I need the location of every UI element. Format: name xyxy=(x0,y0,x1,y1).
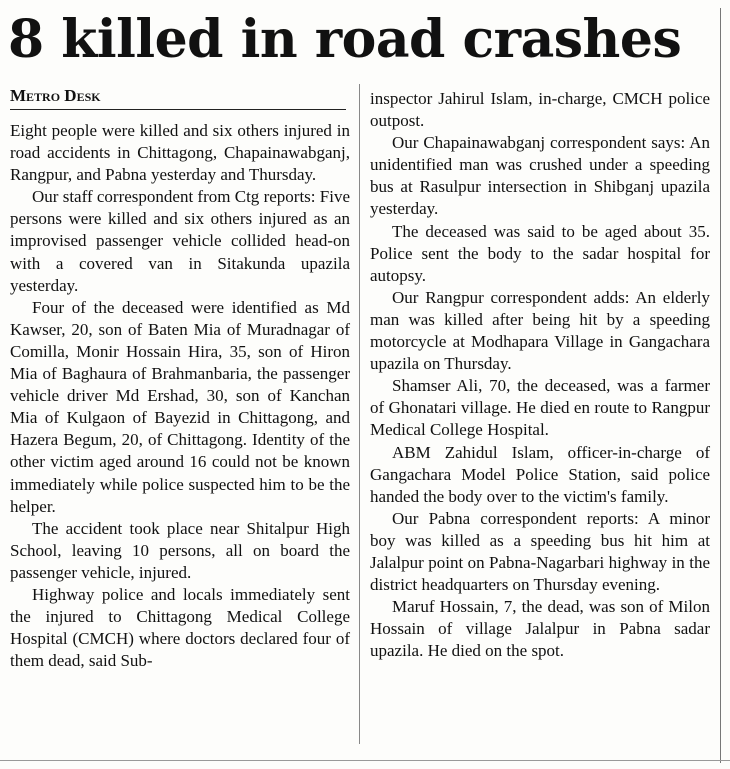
paragraph-7: Our Chapainawabganj correspondent says: An unidentified man was crushed under a speeding bus at Rasulpur intersection in Shibganj upazila yesterday. xyxy=(370,133,710,219)
paragraph-10: Shamser Ali, 70, the deceased, was a farmer of Ghonatari village. He died en route to Rangpur Medical College Hospital. xyxy=(370,376,710,440)
column-divider xyxy=(359,84,360,744)
paragraph-1: Eight people were killed and six others injured in road accidents in Chittagong, Chapainawabganj, Rangpur, and Pabna yesterday and Thursday. xyxy=(10,121,350,185)
paragraph-12: Our Pabna correspondent reports: A minor boy was killed as a speeding bus hit him at Jalalpur point on Pabna-Nagarbari highway in the district headquarters on Thursday evening. xyxy=(370,508,710,595)
headline: 8 killed in road crashes xyxy=(8,9,682,70)
paragraph-2: Our staff correspondent from Ctg reports: Five persons were killed and six others injured as an improvised passenger vehicle collided head-on with a covered van in Sitakunda upazila yesterday. xyxy=(10,187,350,295)
byline: Metro Desk xyxy=(10,84,346,110)
paragraph-8: The deceased was said to be aged about 35. Police sent the body to the sadar hospital for autopsy. xyxy=(370,221,710,285)
paragraph-4: The accident took place near Shitalpur High School, leaving 10 persons, all on board the passenger vehicle, injured. xyxy=(10,518,350,582)
paragraph-3: Four of the deceased were identified as Md Kawser, 20, son of Baten Mia of Muradnagar of Comilla, Monir Hossain Hira, 35, son of Hiron Mia of Baghaura of Brahmanbaria, the passenger vehicle driver Md Ershad, 30, son of Kanchan Mia of Kulgaon of Bayezid in Chittagong, and Hazera Begum, 20, of Chittagong. Identity of the other victim aged around 16 could not be known immediately while police suspected him to be the helper. xyxy=(10,297,350,516)
paragraph-11: ABM Zahidul Islam, officer-in-charge of Gangachara Model Police Station, said police handed the body over to the victim's family. xyxy=(370,442,710,506)
paragraph-5: Highway police and locals immediately sent the injured to Chittagong Medical College Hospital (CMCH) where doctors declared four of them dead, said Sub- xyxy=(10,584,350,671)
bottom-edge-rule xyxy=(0,760,730,761)
paragraph-9: Our Rangpur correspondent adds: An elderly man was killed after being hit by a speeding motorcycle at Modhapara Village in Gangachara upazila on Thursday. xyxy=(370,287,710,374)
paragraph-13: Maruf Hossain, 7, the dead, was son of Milon Hossain of village Jalalpur in Pabna sadar upazila. He died on the spot. xyxy=(370,597,710,661)
right-column xyxy=(370,88,710,662)
left-column xyxy=(10,84,350,672)
paragraph-6: inspector Jahirul Islam, in-charge, CMCH police outpost. xyxy=(370,89,710,131)
right-edge-rule xyxy=(720,8,721,763)
